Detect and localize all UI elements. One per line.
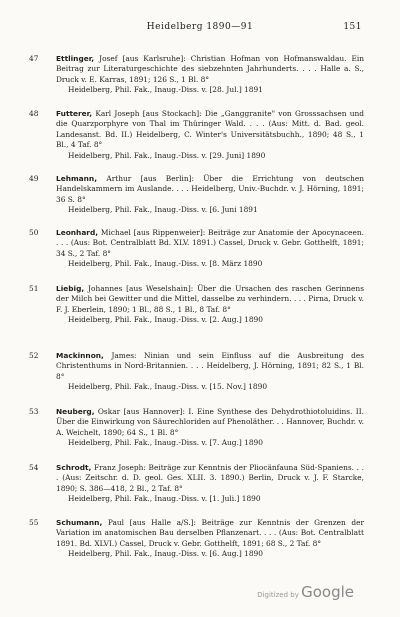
watermark-prefix: Digitized by: [257, 591, 299, 599]
entry-number: 52: [29, 351, 39, 360]
catalog-entry-51: [29, 284, 364, 326]
catalog-entry-52: [29, 351, 364, 393]
catalog-entry-47: [29, 54, 364, 96]
author-surname: Schumann,: [56, 518, 103, 527]
entry-citation: Michael [aus Rippenweier]: Beiträge zur Anatomie der Apocynaceen. . . . (Aus: Bot. Centralblatt Bd. XLV. 1891.) Cassel, Druck v. Gebr. Gotthelft, 1891; 34 S., 2 Taf. 8°: [56, 228, 364, 258]
author-surname: Neuberg,: [56, 407, 95, 416]
watermark-brand: Google: [301, 583, 354, 601]
author-surname: Ettlinger,: [56, 54, 95, 63]
catalog-entry-54: [29, 463, 364, 505]
author-surname: Leonhard,: [56, 228, 99, 237]
entry-citation: Paul [aus Halle a/S.]: Beiträge zur Kenntnis der Grenzen der Variation im anatomischen Bau derselben Pflanzenart. . . . (Aus: Bot. Centralblatt 1891. Bd. XLVI.) Cassel, Druck v. Gebr. Gotthelft, 1891; 68 S., 2 Taf. 8°: [56, 518, 364, 548]
entry-thesis-note: Heidelberg, Phil. Fak., Inaug.-Diss. v. [1. Juli.] 1890: [68, 494, 261, 504]
entry-number: 51: [29, 284, 39, 293]
entry-thesis-note: Heidelberg, Phil. Fak., Inaug.-Diss. v. [2. Aug.] 1890: [68, 315, 263, 325]
entry-citation: Franz Joseph: Beiträge zur Kenntnis der Pliocänfauna Süd-Spaniens. . . . (Aus: Zeitschr. d. D. geol. Ges. XLII. 3. 1890.) Berlin, Druck v. J. F. Starcke, 1890; S. 386—418, 2 Bl., 2 Taf. 8°: [56, 463, 364, 493]
entry-number: 50: [29, 228, 39, 237]
entry-thesis-note: Heidelberg, Phil. Fak., Inaug.-Diss. v. [15. Nov.] 1890: [68, 382, 268, 392]
catalog-entry-48: [29, 109, 364, 161]
page-number: 151: [343, 22, 362, 32]
running-header-title: Heidelberg 1890—91: [146, 22, 254, 32]
entry-thesis-note: Heidelberg, Phil. Fak., Inaug.-Diss. v. [6. Aug.] 1890: [68, 549, 263, 559]
entry-thesis-note: Heidelberg, Phil. Fak., Inaug.-Diss. v. [8. März 1890: [68, 259, 263, 269]
entry-citation: Arthur [aus Berlin]: Über die Errichtung von deutschen Handelskammern im Auslande. . . . Heidelberg, Univ.-Buchdr. v. J. Hörning, 1891; 36 S. 8°: [56, 174, 364, 204]
entry-thesis-note: Heidelberg, Phil. Fak., Inaug.-Diss. v. [29. Juni] 1890: [68, 150, 266, 160]
entry-number: 49: [29, 174, 39, 183]
author-surname: Schrodt,: [56, 463, 92, 472]
digitized-watermark: [257, 583, 354, 601]
entry-thesis-note: Heidelberg, Phil. Fak., Inaug.-Diss. v. [6. Juni 1891: [68, 205, 258, 215]
entry-citation: Josef [aus Karlsruhe]: Christian Hofman von Hofmanswaldau. Ein Beitrag zur Literaturgeschichte des siebzehnten Jahrhunderts. . . . Halle a. S., Druck v. E. Karras, 1891; 126 S., 1 Bl. 8°: [56, 54, 364, 84]
entry-number: 48: [29, 109, 39, 118]
running-header: [0, 22, 400, 34]
entry-citation: Oskar [aus Hannover]: I. Eine Synthese des Dehydrothiotoluidins. II. Über die Einwirkung von Säurechloriden auf Phenoläther. . . Hannover, Buchdr. v. A. Weichelt, 1890; 64 S., 1 Bl. 8°: [56, 407, 364, 437]
entry-number: 54: [29, 463, 39, 472]
entry-citation: Johannes [aus Weselshain]: Über die Ursachen des raschen Gerinnens der Milch bei Gewitter und die Mittel, dasselbe zu verhindern. . . . Pirna, Druck v. F. J. Eberlein, 1890; 1 Bl., 88 S., 1 Bl., 8 Taf. 8°: [56, 284, 364, 314]
catalog-entry-50: [29, 228, 364, 270]
author-surname: Futterer,: [56, 109, 93, 118]
catalog-entry-53: [29, 407, 364, 449]
entry-citation: James: Ninian und sein Einfluss auf die Ausbreitung des Christenthums in Nord-Britannien. . . . Heidelberg, J. Hörning, 1891; 82 S., 1 Bl. 8°: [56, 351, 364, 381]
author-surname: Mackinnon,: [56, 351, 104, 360]
entry-thesis-note: Heidelberg, Phil. Fak., Inaug.-Diss. v. [7. Aug.] 1890: [68, 438, 263, 448]
author-surname: Lehmann,: [56, 174, 98, 183]
catalog-entry-55: [29, 518, 364, 560]
entry-number: 47: [29, 54, 39, 63]
entry-number: 53: [29, 407, 39, 416]
entry-thesis-note: Heidelberg, Phil. Fak., Inaug.-Diss. v. [28. Jul.] 1891: [68, 85, 263, 95]
catalog-entry-49: [29, 174, 364, 216]
author-surname: Liebig,: [56, 284, 85, 293]
entry-citation: Karl Joseph [aus Stockach]: Die „Ganggranite" von Grosssachsen und die Quarzporphyre von Thal im Thüringer Wald. . . . (Aus: Mitt. d. Bad. geol. Landesanst. Bd. II.) Heidelberg, C. Winter's Universitätsbuchh., 1890; 48 S., 1 Bl., 4 Taf. 8°: [56, 109, 364, 150]
entry-number: 55: [29, 518, 39, 527]
